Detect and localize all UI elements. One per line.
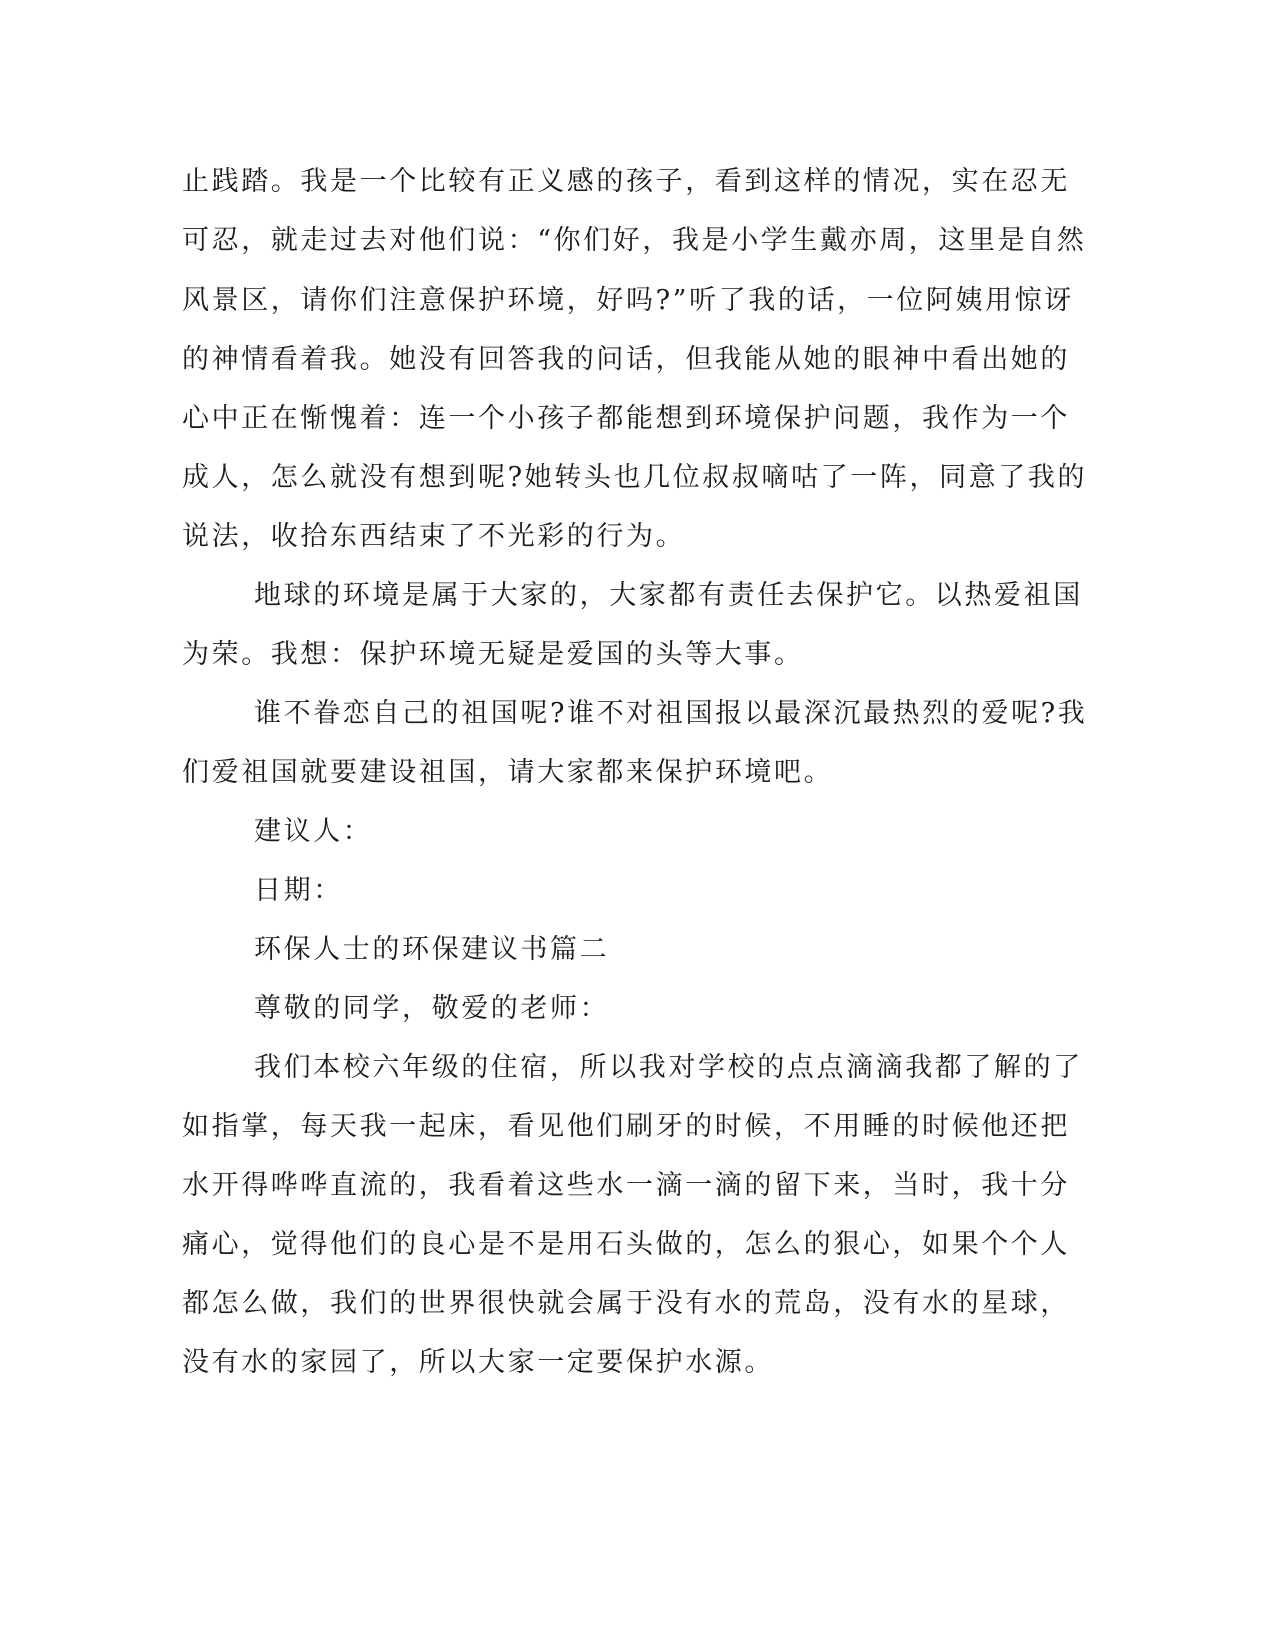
- paragraph-line: 可忍，就走过去对他们说：“你们好，我是小学生戴亦周，这里是自然: [182, 225, 1087, 256]
- paragraph-line: 的神情看着我。她没有回答我的问话，但我能从她的眼神中看出她的: [182, 344, 1070, 375]
- paragraph-line: 说法，收拾东西结束了不光彩的行为。: [182, 521, 686, 552]
- paragraph-line: 为荣。我想：保护环境无疑是爱国的头等大事。: [182, 639, 804, 670]
- paragraph-line: 风景区，请你们注意保护环境，好吗?”听了我的话，一位阿姨用惊讶: [182, 285, 1074, 316]
- salutation: 尊敬的同学，敬爱的老师：: [254, 993, 610, 1024]
- paragraph-line: 如指掌，每天我一起床，看见他们刷牙的时候，不用睡的时候他还把: [182, 1111, 1070, 1142]
- paragraph-line: 们爱祖国就要建设祖国，请大家都来保护环境吧。: [182, 757, 834, 788]
- paragraph-line: 心中正在惭愧着：连一个小孩子都能想到环境保护问题，我作为一个: [182, 403, 1070, 434]
- paragraph-line: 成人，怎么就没有想到呢?她转头也几位叔叔嘀咕了一阵，同意了我的: [182, 462, 1088, 493]
- section-title: 环保人士的环保建议书篇二: [254, 934, 610, 965]
- paragraph-line: 都怎么做，我们的世界很快就会属于没有水的荒岛，没有水的星球，: [182, 1288, 1070, 1319]
- paragraph-line: 没有水的家园了，所以大家一定要保护水源。: [182, 1347, 774, 1378]
- proposer-label: 建议人：: [254, 816, 373, 847]
- date-label: 日期：: [254, 875, 343, 906]
- paragraph-line: 地球的环境是属于大家的，大家都有责任去保护它。以热爱祖国: [254, 580, 1083, 611]
- paragraph-line: 止践踏。我是一个比较有正义感的孩子，看到这样的情况，实在忍无: [182, 166, 1070, 197]
- paragraph-line: 痛心，觉得他们的良心是不是用石头做的，怎么的狠心，如果个个人: [182, 1229, 1070, 1260]
- paragraph-line: 水开得哗哗直流的，我看着这些水一滴一滴的留下来，当时，我十分: [182, 1170, 1070, 1201]
- paragraph-line: 谁不眷恋自己的祖国呢?谁不对祖国报以最深沉最热烈的爱呢?我: [254, 698, 1088, 729]
- paragraph-line: 我们本校六年级的住宿，所以我对学校的点点滴滴我都了解的了: [254, 1052, 1083, 1083]
